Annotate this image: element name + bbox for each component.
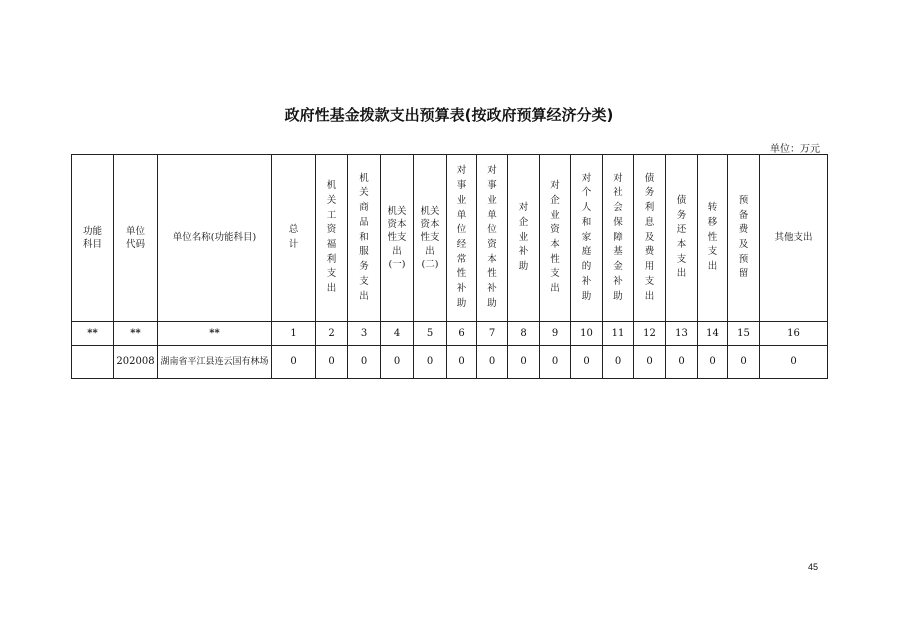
header-cell: 预备费及预留 [728, 155, 760, 322]
table-cell: 0 [698, 346, 728, 379]
index-cell: 8 [508, 322, 540, 346]
index-cell: 4 [381, 322, 414, 346]
header-cell: 债务利息及费用支出 [634, 155, 666, 322]
header-cell: 债务还本支出 [666, 155, 698, 322]
index-cell: 12 [634, 322, 666, 346]
table-cell: 202008 [114, 346, 158, 379]
table-cell: 0 [634, 346, 666, 379]
header-cell: 对社会保障基金补助 [603, 155, 634, 322]
header-cell: 对企业资本性支出 [540, 155, 571, 322]
header-cell: 其他支出 [760, 155, 828, 322]
header-cell: 对事业单位经常性补助 [447, 155, 477, 322]
index-cell: 10 [571, 322, 603, 346]
index-cell: 1 [272, 322, 316, 346]
header-cell: 对企业补助 [508, 155, 540, 322]
index-cell: 11 [603, 322, 634, 346]
table-cell: 0 [381, 346, 414, 379]
index-cell: 14 [698, 322, 728, 346]
header-cell: 转移性支出 [698, 155, 728, 322]
index-cell: ** [158, 322, 272, 346]
index-cell: 3 [348, 322, 381, 346]
table-row [72, 346, 828, 379]
header-cell: 机关工资福利支出 [316, 155, 348, 322]
unit-label: 单位：万元 [770, 144, 820, 155]
header-cell: 对个人和家庭的补助 [571, 155, 603, 322]
header-cell: 机关资本性支出(一) [381, 155, 414, 322]
header-cell: 对事业单位资本性补助 [477, 155, 508, 322]
table-cell: 0 [728, 346, 760, 379]
table-cell: 0 [272, 346, 316, 379]
table-cell: 湖南省平江县连云国有林场 [158, 346, 272, 379]
table-cell [72, 346, 114, 379]
header-cell: 功能科目 [72, 155, 114, 322]
index-cell: 13 [666, 322, 698, 346]
page-number: 45 [808, 562, 819, 572]
table-index-row [72, 322, 828, 346]
header-cell: 机关资本性支出(二) [414, 155, 447, 322]
index-cell: 5 [414, 322, 447, 346]
table-cell: 0 [508, 346, 540, 379]
index-cell: 6 [447, 322, 477, 346]
table-cell: 0 [603, 346, 634, 379]
table-cell: 0 [348, 346, 381, 379]
header-cell: 总计 [272, 155, 316, 322]
index-cell: 7 [477, 322, 508, 346]
header-cell: 单位代码 [114, 155, 158, 322]
index-cell: ** [72, 322, 114, 346]
header-cell: 单位名称(功能科目) [158, 155, 272, 322]
table-cell: 0 [540, 346, 571, 379]
table-cell: 0 [447, 346, 477, 379]
budget-table [71, 154, 828, 379]
table-cell: 0 [760, 346, 828, 379]
index-cell: ** [114, 322, 158, 346]
table-cell: 0 [666, 346, 698, 379]
page-title: 政府性基金拨款支出预算表(按政府预算经济分类) [284, 106, 614, 124]
index-cell: 2 [316, 322, 348, 346]
table-cell: 0 [316, 346, 348, 379]
index-cell: 9 [540, 322, 571, 346]
table-cell: 0 [414, 346, 447, 379]
index-cell: 15 [728, 322, 760, 346]
table-header-row [72, 155, 828, 322]
table-cell: 0 [571, 346, 603, 379]
header-cell: 机关商品和服务支出 [348, 155, 381, 322]
index-cell: 16 [760, 322, 828, 346]
table-cell: 0 [477, 346, 508, 379]
